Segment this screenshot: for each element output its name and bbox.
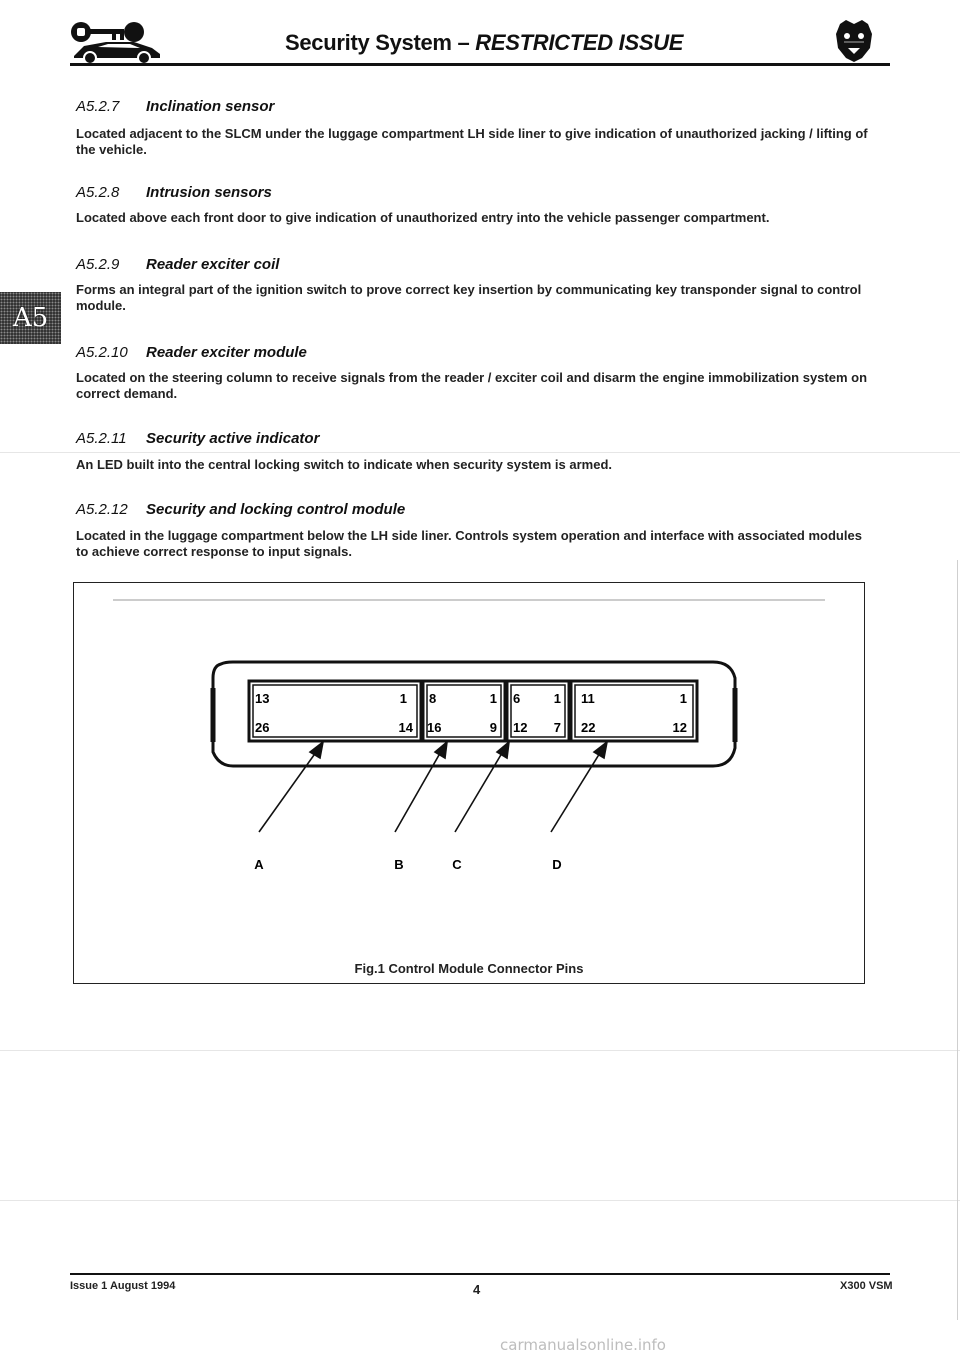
watermark: carmanualsonline.info [500,1336,666,1354]
scan-edge [957,560,958,1320]
callout-d: D [552,857,562,872]
pin-label: 26 [255,720,270,735]
section-body-a5-2-8: Located above each front door to give indication of unauthorized entry into the vehicle passenger compartment. [76,210,770,225]
jaguar-head-icon [832,18,876,64]
pin-label: 8 [429,691,437,706]
page-number: 4 [473,1282,481,1297]
section-heading-a5-2-11: A5.2.11 Security active indicator [76,430,320,447]
module-housing [213,662,735,766]
pin-label: 14 [398,720,413,735]
pin-label: 7 [553,720,561,735]
callout-c: C [452,857,462,872]
page-header-title: Security System – RESTRICTED ISSUE [285,30,684,55]
pin-label: 11 [581,691,595,706]
pin-label: 12 [672,720,687,735]
pin-label: 6 [513,691,521,706]
scan-line [0,1200,960,1201]
pin-label: 1 [399,691,407,706]
pin-label: 1 [489,691,497,706]
section-heading-a5-2-8: A5.2.8 Intrusion sensors [76,184,272,201]
section-side-tab [0,292,61,344]
scan-line [0,1050,960,1051]
restricted-label: RESTRICTED ISSUE [475,30,684,55]
footer-document-id: X300 VSM [840,1280,893,1292]
footer-rule [70,1273,890,1275]
section-body-a5-2-9: Forms an integral part of the ignition switch to prove correct key insertion by communicating key transponder signal to control module. [76,282,862,313]
section-heading-a5-2-10: A5.2.10 Reader exciter module [76,344,307,361]
key-car-icon [68,20,164,64]
pin-label: 1 [553,691,561,706]
section-body-a5-2-10: Located on the steering column to receive signals from the reader / exciter coil and disarm the engine immobilization system on correct demand. [76,370,868,401]
section-body-a5-2-11: An LED built into the central locking switch to indicate when security system is armed. [76,457,613,472]
pin-label: 16 [427,720,442,735]
side-tab-label: A5 [12,303,49,333]
callout-b: B [394,857,404,872]
pin-label: 12 [513,720,528,735]
callout-a: A [254,857,264,872]
section-body-a5-2-7: Located adjacent to the SLCM under the luggage compartment LH side liner to give indication of unauthorized jacking / lifting of the vehicle. [76,126,868,157]
pin-label: 1 [679,691,687,706]
pin-label: 9 [489,720,497,735]
section-heading-a5-2-12: A5.2.12 Security and locking control module [76,501,406,518]
pin-label: 22 [581,720,596,735]
scan-line [0,452,960,453]
connector-diagram [73,582,865,984]
section-body-a5-2-12: Located in the luggage compartment below the LH side liner. Controls system operation and interface with associated modules to achieve correct response to input signals. [76,528,862,559]
section-heading-a5-2-9: A5.2.9 Reader exciter coil [76,256,280,273]
connector-a [249,681,421,741]
pin-label: 13 [255,691,270,706]
header-rule [70,63,890,66]
footer-issue-date: Issue 1 August 1994 [70,1280,176,1292]
section-heading-a5-2-7: A5.2.7 Inclination sensor [76,98,275,115]
figure-caption: Fig.1 Control Module Connector Pins [354,961,584,976]
